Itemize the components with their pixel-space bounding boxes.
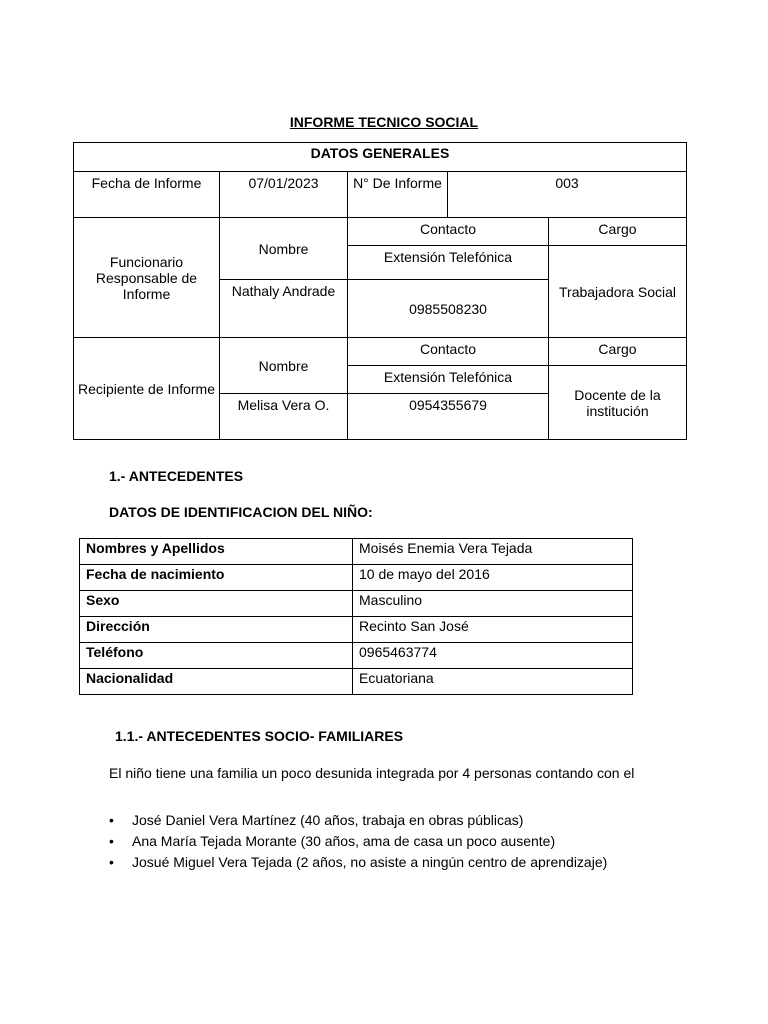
identificacion-table	[79, 538, 633, 695]
id-label: Fecha de nacimiento	[80, 565, 353, 591]
id-value: Ecuatoriana	[353, 669, 633, 695]
member-text: José Daniel Vera Martínez (40 años, trabaja en obras públicas)	[132, 812, 524, 828]
recipiente-cargo-label: Cargo	[549, 338, 687, 366]
list-item	[109, 811, 607, 832]
recipiente-nombre-label: Nombre	[220, 338, 348, 394]
fecha-label: Fecha de Informe	[74, 172, 220, 218]
id-value: 10 de mayo del 2016	[353, 565, 633, 591]
table-row	[80, 565, 633, 591]
member-text: Ana María Tejada Morante (30 años, ama de casa un poco ausente)	[132, 833, 556, 849]
id-label: Teléfono	[80, 643, 353, 669]
bullet-icon: •	[109, 854, 114, 870]
id-value: Moisés Enemia Vera Tejada	[353, 539, 633, 565]
funcionario-extension-value: 0985508230	[348, 280, 549, 338]
recipiente-cargo-value: Docente de la institución	[549, 366, 687, 440]
id-value: 0965463774	[353, 643, 633, 669]
socio-familiares-heading: 1.1.- ANTECEDENTES SOCIO- FAMILIARES	[115, 728, 404, 744]
recipiente-extension-label: Extensión Telefónica	[348, 366, 549, 394]
id-label: Nacionalidad	[80, 669, 353, 695]
id-label: Nombres y Apellidos	[80, 539, 353, 565]
id-label: Sexo	[80, 591, 353, 617]
id-value: Masculino	[353, 591, 633, 617]
table-row	[80, 591, 633, 617]
table-row	[80, 539, 633, 565]
funcionario-nombre-value: Nathaly Andrade	[220, 280, 348, 338]
antecedentes-heading: 1.- ANTECEDENTES	[109, 468, 244, 484]
funcionario-contacto-label: Contacto	[348, 218, 549, 246]
funcionario-extension-label: Extensión Telefónica	[348, 246, 549, 280]
datos-generales-table	[73, 142, 687, 440]
numero-value: 003	[448, 172, 687, 218]
numero-label: N° De Informe	[348, 172, 448, 218]
familia-paragraph: El niño tiene una familia un poco desunida integrada por 4 personas contando con el	[109, 765, 635, 781]
table-row	[80, 669, 633, 695]
list-item	[109, 853, 607, 874]
list-item	[109, 832, 607, 853]
id-value: Recinto San José	[353, 617, 633, 643]
table-row	[80, 643, 633, 669]
funcionario-label: Funcionario Responsable de Informe	[74, 218, 220, 338]
funcionario-cargo-label: Cargo	[549, 218, 687, 246]
table-row	[80, 617, 633, 643]
identificacion-heading: DATOS DE IDENTIFICACION DEL NIÑO:	[109, 504, 373, 520]
datos-generales-header: DATOS GENERALES	[74, 143, 687, 172]
page-title: INFORME TECNICO SOCIAL	[289, 114, 479, 130]
id-label: Dirección	[80, 617, 353, 643]
bullet-icon: •	[109, 812, 114, 828]
funcionario-cargo-value: Trabajadora Social	[549, 246, 687, 338]
recipiente-label: Recipiente de Informe	[74, 338, 220, 440]
funcionario-nombre-label: Nombre	[220, 218, 348, 280]
fecha-value: 07/01/2023	[220, 172, 348, 218]
bullet-icon: •	[109, 833, 114, 849]
recipiente-contacto-label: Contacto	[348, 338, 549, 366]
recipiente-extension-value: 0954355679	[348, 394, 549, 440]
recipiente-nombre-value: Melisa Vera O.	[220, 394, 348, 440]
member-text: Josué Miguel Vera Tejada (2 años, no asiste a ningún centro de aprendizaje)	[132, 854, 608, 870]
familia-members-list	[109, 811, 607, 874]
